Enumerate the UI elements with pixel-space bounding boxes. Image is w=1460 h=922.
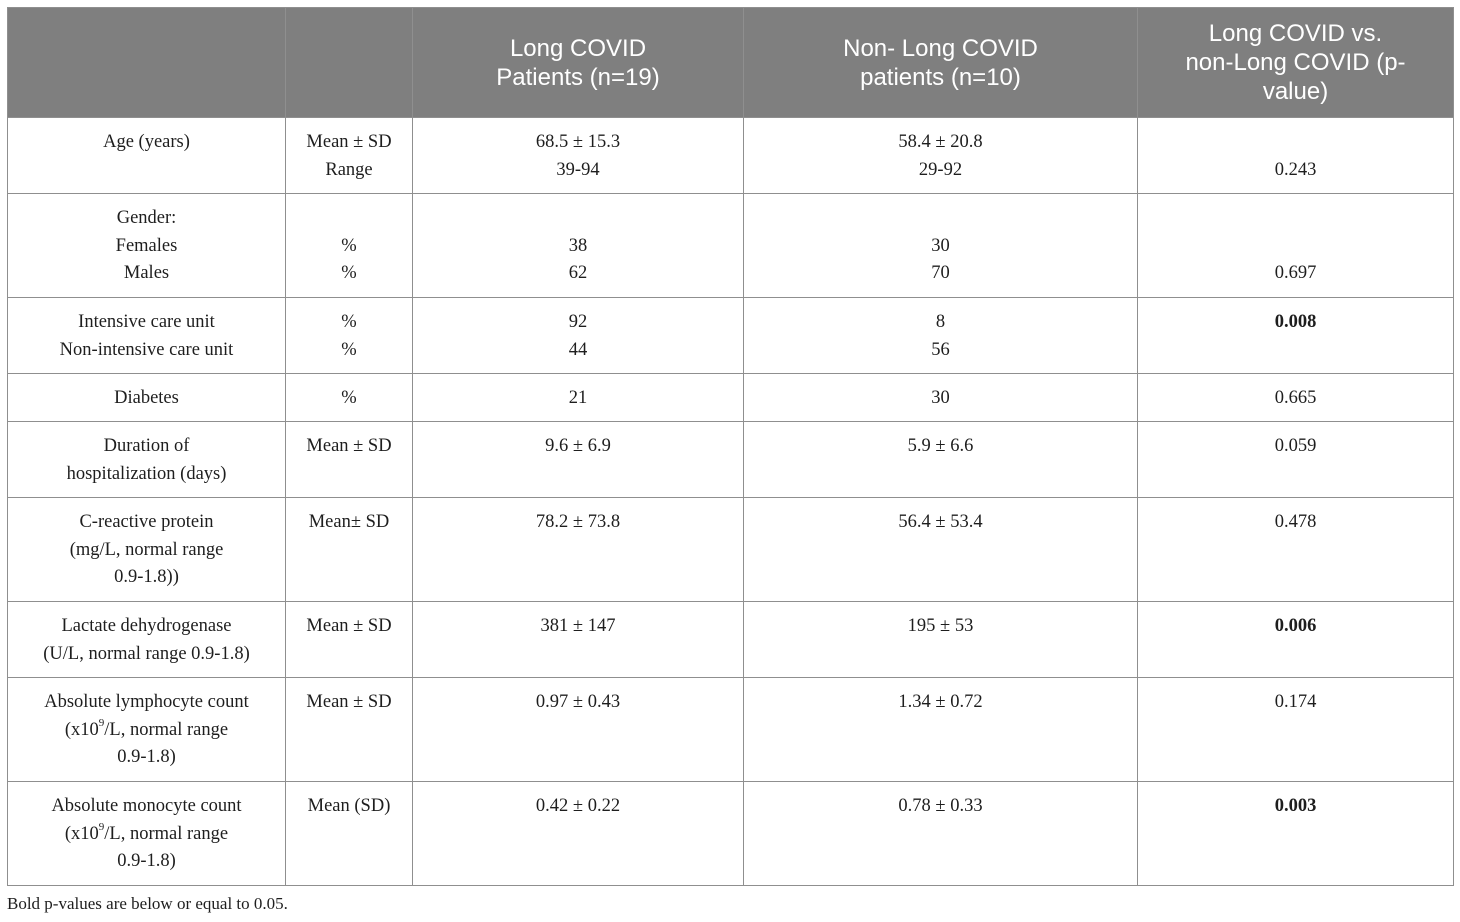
stat-line: % — [341, 312, 357, 332]
p-line — [1146, 205, 1445, 233]
value-line: 381 ± 147 — [540, 616, 616, 636]
row-long-covid — [413, 602, 744, 678]
stat-line: Mean ± SD — [306, 132, 392, 152]
row-non-long-covid — [744, 118, 1138, 194]
label-line: C-reactive protein — [79, 512, 214, 532]
row-non-long-covid — [744, 678, 1138, 782]
p-line: 0.478 — [1274, 512, 1317, 532]
value-line: 29-92 — [918, 159, 963, 180]
row-p-value — [1138, 782, 1454, 886]
value-line: 9.6 ± 6.9 — [545, 436, 611, 456]
row-p-value — [1138, 298, 1454, 374]
table-row — [8, 194, 1454, 298]
value-line: 30 — [931, 235, 950, 256]
superscript: 9 — [98, 821, 105, 834]
stat-line: Mean ± SD — [306, 436, 392, 456]
superscript: 9 — [98, 717, 105, 730]
p-line: 0.006 — [1274, 616, 1317, 636]
header-cell — [286, 8, 413, 118]
row-label — [8, 498, 286, 602]
label-line: Absolute monocyte count — [51, 796, 242, 816]
row-p-value — [1138, 422, 1454, 498]
row-stat — [286, 194, 413, 298]
row-stat — [286, 118, 413, 194]
row-p-value — [1138, 602, 1454, 678]
label-part: /L, normal range — [104, 823, 229, 844]
row-p-value — [1138, 194, 1454, 298]
p-line: 0.059 — [1274, 436, 1317, 456]
row-stat — [286, 298, 413, 374]
header-long-covid-text: Long COVID Patients (n=19) — [496, 34, 660, 91]
label-line: (mg/L, normal range — [69, 539, 224, 560]
row-label — [8, 678, 286, 782]
label-line: Duration of — [103, 436, 190, 456]
stat-line: % — [341, 263, 357, 283]
header-p-value-text: Long COVID vs. non-Long COVID (p-value) — [1185, 20, 1406, 105]
label-line: hospitalization (days) — [66, 463, 227, 484]
stat-line: % — [341, 235, 357, 256]
row-p-value — [1138, 374, 1454, 422]
row-non-long-covid — [744, 374, 1138, 422]
row-long-covid — [413, 782, 744, 886]
table-row — [8, 298, 1454, 374]
label-line: 0.9-1.8)) — [114, 567, 179, 587]
table-row — [8, 118, 1454, 194]
table-footnote: Bold p-values are below or equal to 0.05. — [7, 894, 288, 913]
value-line: 70 — [931, 263, 950, 283]
stat-line: Range — [325, 159, 373, 180]
row-label — [8, 602, 286, 678]
row-non-long-covid — [744, 194, 1138, 298]
row-p-value — [1138, 498, 1454, 602]
value-line: 21 — [568, 388, 588, 408]
table-row — [8, 782, 1454, 886]
row-stat — [286, 422, 413, 498]
value-line: 0.78 ± 0.33 — [898, 796, 983, 816]
row-non-long-covid — [744, 498, 1138, 602]
value-line: 56.4 ± 53.4 — [898, 512, 983, 532]
label-line-with-superscript — [16, 717, 277, 745]
value-line — [421, 205, 735, 233]
row-p-value — [1138, 678, 1454, 782]
label-line: Males — [123, 263, 170, 283]
label-line: Females — [115, 235, 178, 256]
row-label — [8, 422, 286, 498]
label-line: Absolute lymphocyte count — [44, 692, 249, 712]
label-line: Intensive care unit — [78, 312, 215, 332]
row-long-covid — [413, 422, 744, 498]
row-long-covid — [413, 374, 744, 422]
row-label — [8, 298, 286, 374]
row-non-long-covid — [744, 298, 1138, 374]
row-non-long-covid — [744, 422, 1138, 498]
value-line: 195 ± 53 — [907, 616, 974, 636]
header-p-value — [1138, 8, 1454, 118]
row-label — [8, 118, 286, 194]
stat-line: Mean± SD — [308, 512, 390, 532]
row-stat — [286, 374, 413, 422]
label-part: (x10 — [64, 823, 99, 844]
row-long-covid — [413, 194, 744, 298]
value-line: 44 — [568, 339, 588, 360]
row-label — [8, 374, 286, 422]
value-line: 1.34 ± 0.72 — [898, 692, 983, 712]
label-part: /L, normal range — [104, 719, 229, 740]
label-line: Gender: — [116, 208, 177, 228]
row-long-covid — [413, 678, 744, 782]
row-long-covid — [413, 498, 744, 602]
row-long-covid — [413, 118, 744, 194]
value-line: 38 — [568, 235, 588, 256]
stat-line: % — [341, 388, 357, 408]
p-line: 0.243 — [1274, 159, 1317, 180]
row-stat — [286, 782, 413, 886]
value-line: 68.5 ± 15.3 — [535, 132, 621, 152]
value-line: 56 — [931, 339, 950, 360]
table-row — [8, 422, 1454, 498]
label-line-with-superscript — [16, 821, 277, 849]
row-p-value — [1138, 118, 1454, 194]
header-non-long-covid — [744, 8, 1138, 118]
value-line: 62 — [568, 263, 588, 283]
characteristics-table — [7, 7, 1454, 886]
value-line: 78.2 ± 73.8 — [535, 512, 621, 532]
p-line: 0.174 — [1274, 692, 1317, 712]
stat-line — [294, 205, 404, 233]
stat-line: Mean ± SD — [306, 616, 392, 636]
header-non-long-covid-text: Non- Long COVID patients (n=10) — [843, 34, 1038, 91]
value-line: 0.97 ± 0.43 — [535, 692, 621, 712]
table-row — [8, 602, 1454, 678]
header-cell — [8, 8, 286, 118]
p-line: 0.665 — [1274, 388, 1317, 408]
row-label — [8, 782, 286, 886]
p-line: 0.003 — [1274, 796, 1317, 816]
value-line: 8 — [935, 312, 946, 332]
p-line — [1146, 337, 1445, 365]
row-stat — [286, 498, 413, 602]
label-line: 0.9-1.8) — [117, 851, 176, 871]
header-long-covid — [413, 8, 744, 118]
p-line — [1146, 129, 1445, 157]
stat-line: % — [341, 339, 357, 360]
stat-line: Mean (SD) — [307, 796, 391, 816]
value-line: 58.4 ± 20.8 — [898, 132, 983, 152]
p-line: 0.008 — [1274, 312, 1317, 332]
row-stat — [286, 602, 413, 678]
value-line: 30 — [931, 388, 950, 408]
value-line — [752, 205, 1129, 233]
table-row — [8, 678, 1454, 782]
label-line: Diabetes — [114, 388, 179, 408]
value-line: 39-94 — [556, 159, 600, 180]
label-part: (x10 — [64, 719, 99, 740]
value-line: 92 — [568, 312, 588, 332]
row-non-long-covid — [744, 782, 1138, 886]
label-line: Lactate dehydrogenase — [61, 616, 232, 636]
row-non-long-covid — [744, 602, 1138, 678]
table-row — [8, 498, 1454, 602]
table-row — [8, 374, 1454, 422]
label-line: 0.9-1.8) — [117, 747, 176, 767]
p-line: 0.697 — [1274, 263, 1317, 283]
stat-line: Mean ± SD — [306, 692, 392, 712]
value-line: 5.9 ± 6.6 — [907, 436, 974, 456]
header-row — [8, 8, 1454, 118]
label-line: Age (years) — [103, 132, 190, 152]
label-line: (U/L, normal range 0.9-1.8) — [43, 643, 250, 664]
row-label — [8, 194, 286, 298]
row-stat — [286, 678, 413, 782]
value-line: 0.42 ± 0.22 — [535, 796, 621, 816]
p-line — [1146, 233, 1445, 261]
label-line: Non-intensive care unit — [59, 339, 234, 360]
row-long-covid — [413, 298, 744, 374]
